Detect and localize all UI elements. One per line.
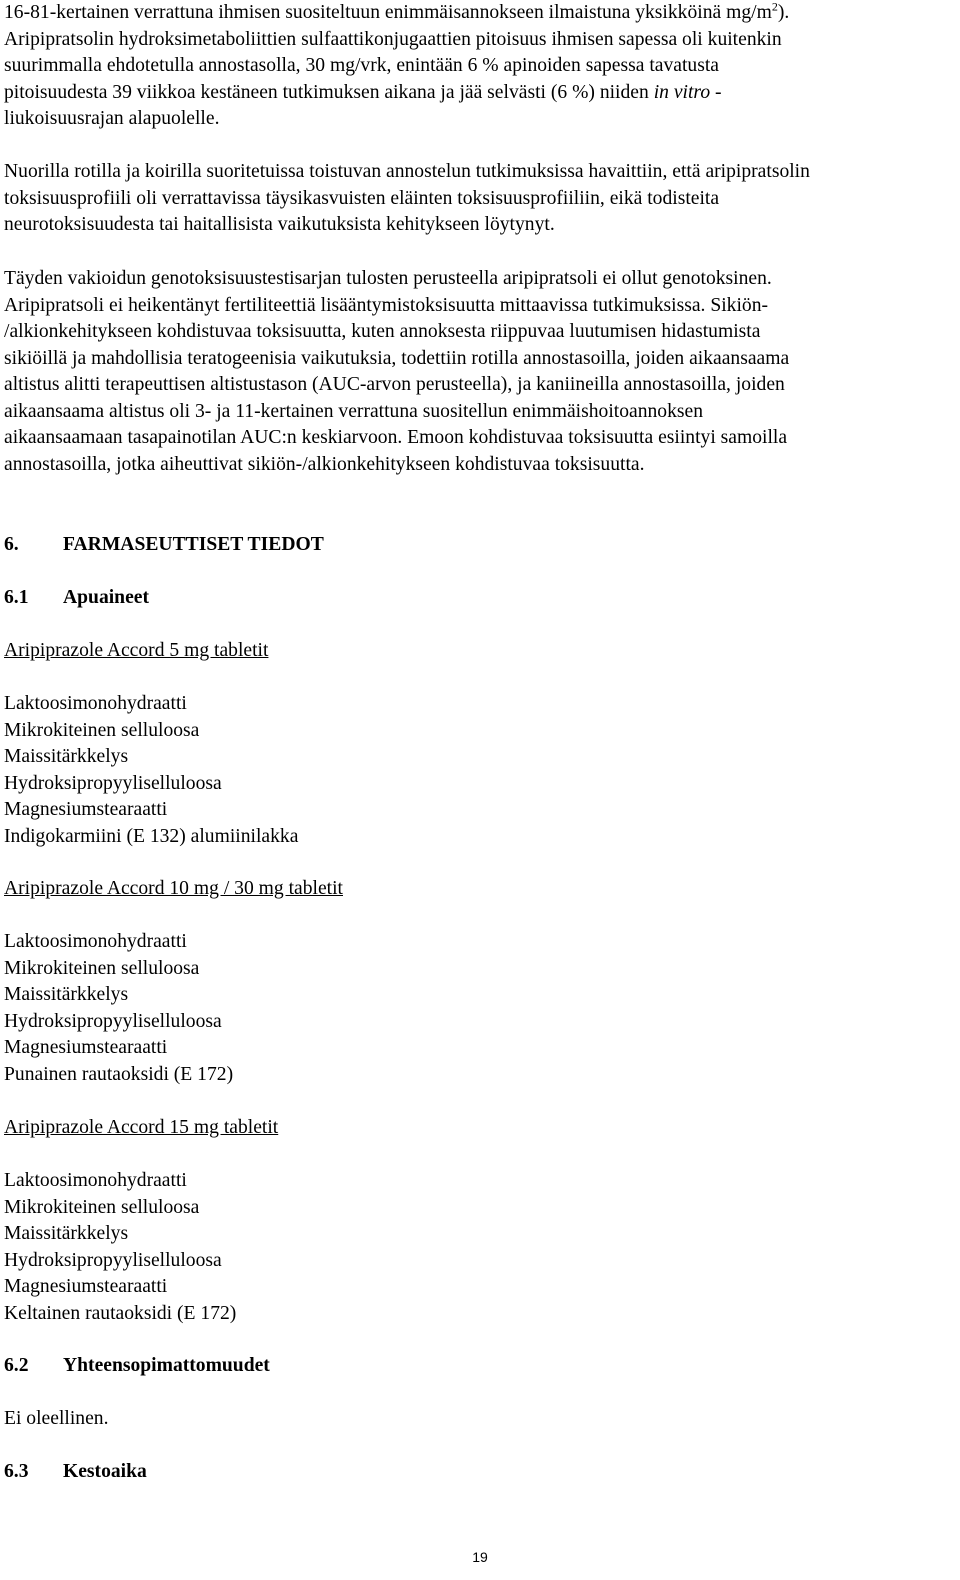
section-heading-6-1 — [4, 585, 149, 612]
list-item: Hydroksipropyyliselluloosa — [4, 1010, 222, 1032]
list-item: Magnesiumstearaatti — [4, 1037, 168, 1058]
text-line: toksisuusprofiili oli verrattavissa täysikasvuisten eläinten toksisuusprofiiliin, eikä todisteita — [4, 187, 720, 209]
text-line: sikiöillä ja mahdollisia teratogeenisia vaikutuksia, todettiin rotilla annostasoilla, joiden aikaansaama — [4, 347, 790, 369]
list-item: Mikrokiteinen selluloosa — [4, 957, 200, 979]
section-number: 6. — [4, 534, 19, 555]
excipient-list-15mg — [4, 1168, 236, 1327]
section-heading-6-3 — [4, 1459, 147, 1486]
product-heading-5mg: Aripiprazole Accord 5 mg tabletit — [4, 640, 269, 661]
section-title: Apuaineet — [63, 587, 150, 608]
text-line: 16-81-kertainen verrattuna ihmisen suositeltuun enimmäisannokseen ilmaistuna yksikköinä $mg/m^2$). — [4, 0, 790, 23]
text-line: Täyden vakioidun genotoksisuustestisarjan tulosten perusteella aripipratsoli ei ollut genotoksinen. — [4, 268, 772, 289]
section-number: 6.3 — [4, 1461, 29, 1482]
superscript: 2 — [771, 0, 778, 14]
list-item: Hydroksipropyyliselluloosa — [4, 772, 222, 794]
list-item: Mikrokiteinen selluloosa — [4, 1196, 200, 1218]
paragraph-genotoxicity — [4, 266, 958, 478]
list-item: Laktoosimonohydraatti — [4, 931, 187, 952]
product-heading-10-30mg: Aripiprazole Accord 10 mg / 30 mg tabletit — [4, 878, 343, 899]
section-title: FARMASEUTTISET TIEDOT — [63, 534, 324, 555]
page-number: 19 — [472, 1549, 488, 1565]
list-item: Laktoosimonohydraatti — [4, 1170, 187, 1191]
list-item: Maissitärkkelys — [4, 984, 129, 1005]
text-line: Nuorilla rotilla ja koirilla suoritetuissa toistuvan annostelun tutkimuksissa havaittiin, että aripipratsolin — [4, 161, 810, 182]
incompatibilities-text: Ei oleellinen. — [4, 1408, 109, 1429]
list-item: Maissitärkkelys — [4, 746, 129, 767]
text-line: aikaansaama altistus oli 3- ja 11-kertainen verrattuna suositellun enimmäishoitoannoksen — [4, 400, 704, 422]
list-item: Indigokarmiini (E 132) alumiinilakka — [4, 825, 299, 847]
section-number: 6.2 — [4, 1355, 29, 1376]
section-title: Yhteensopimattomuudet — [63, 1355, 270, 1376]
product-heading-15mg: Aripiprazole Accord 15 mg tabletit — [4, 1117, 279, 1138]
list-item: Keltainen rautaoksidi (E 172) — [4, 1302, 237, 1324]
text-line: aikaansaamaan tasapainotilan AUC:n keskiarvoon. Emoon kohdistuvaa toksisuutta esiintyi samoilla — [4, 427, 788, 448]
list-item: Magnesiumstearaatti — [4, 799, 168, 820]
section-number: 6.1 — [4, 587, 29, 608]
text-line: liukoisuusrajan alapuolelle. — [4, 108, 220, 129]
text-line: Aripipratsoli ei heikentänyt fertiliteettiä lisääntymistoksisuutta mittaavissa tutkimuksissa. Sikiön- — [4, 294, 769, 316]
text-line: altistus alitti terapeuttisen altistustason (AUC-arvon perusteella), ja kaniineilla annostasoilla, joiden — [4, 374, 785, 395]
paragraph-juvenile-studies — [4, 159, 958, 239]
text-line: /alkionkehitykseen kohdistuvaa toksisuutta, kuten annoksesta riippuvaa luutumisen hidastumista — [4, 321, 761, 342]
list-item: Magnesiumstearaatti — [4, 1276, 168, 1297]
section-heading-6-2 — [4, 1353, 270, 1380]
paragraph-toxicity-bile — [4, 0, 958, 133]
text-line: suurimmalla ehdotetulla annostasolla, 30 mg/vrk, enintään 6 % apinoiden sapessa tavatusta — [4, 55, 719, 76]
list-item: Punainen rautaoksidi (E 172) — [4, 1063, 234, 1085]
section-title: Kestoaika — [63, 1461, 147, 1482]
list-item: Maissitärkkelys — [4, 1223, 129, 1244]
text-line: pitoisuudesta 39 viikkoa kestäneen tutkimuksen aikana ja jää selvästi (6 %) niiden in vitro - — [4, 81, 722, 103]
section-heading-6 — [4, 532, 324, 559]
text-line: neurotoksisuudesta tai haitallisista vaikutuksista kehitykseen löytynyt. — [4, 214, 555, 235]
excipient-list-5mg — [4, 691, 298, 850]
text-line: annostasoilla, jotka aiheuttivat sikiön-/alkionkehitykseen kohdistuvaa toksisuutta. — [4, 453, 645, 475]
text-line: Aripipratsolin hydroksimetaboliittien sulfaattikonjugaattien pitoisuus ihmisen sapessa oli kuitenkin — [4, 28, 782, 50]
italic-term: in vitro — [653, 81, 711, 103]
list-item: Hydroksipropyyliselluloosa — [4, 1249, 222, 1271]
excipient-list-10-30mg — [4, 929, 233, 1088]
list-item: Mikrokiteinen selluloosa — [4, 719, 200, 741]
list-item: Laktoosimonohydraatti — [4, 693, 187, 714]
